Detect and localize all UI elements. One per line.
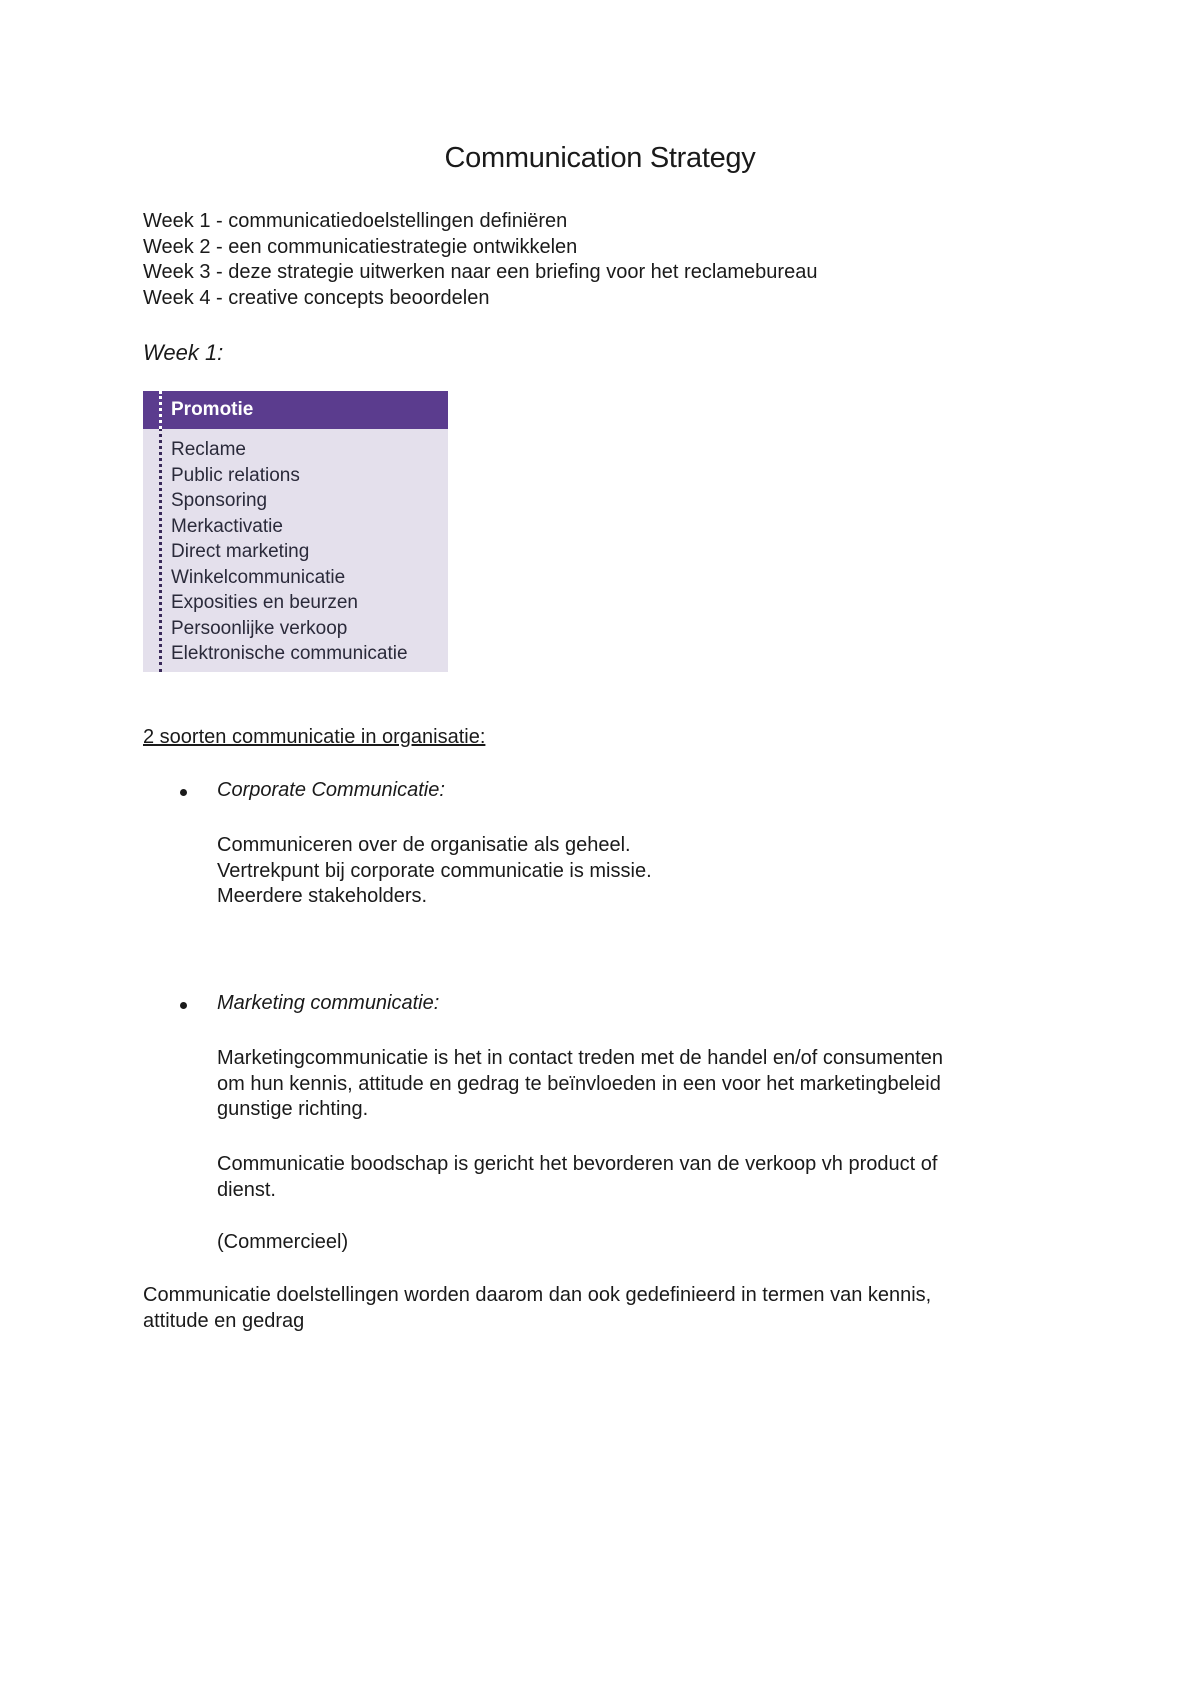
paragraph-line: (Commercieel) (217, 1231, 349, 1253)
closing-paragraph (143, 1283, 931, 1334)
week-line: Week 2 - een communicatiestrategie ontwikkelen (143, 235, 578, 258)
promotie-list (171, 437, 408, 667)
paragraph-line: Meerdere stakeholders. (217, 885, 428, 907)
paragraph-line: dienst. (217, 1178, 276, 1201)
paragraph-line: om hun kennis, attitude en gedrag te beïnvloeden in een voor het marketingbeleid (217, 1072, 941, 1095)
week-line: Week 3 - deze strategie uitwerken naar een briefing voor het reclamebureau (143, 261, 818, 283)
promotie-item: Sponsoring (171, 490, 268, 511)
paragraph-line: Communicatie doelstellingen worden daarom dan ook gedefinieerd in termen van kennis, (143, 1284, 932, 1306)
promotie-item: Exposities en beurzen (171, 592, 358, 613)
bullet-label-corporate: Corporate Communicatie: (217, 779, 445, 801)
week-line: Week 1 - communicatiedoelstellingen definiëren (143, 210, 568, 232)
paragraph-line: Marketingcommunicatie is het in contact treden met de handel en/of consumenten (217, 1047, 943, 1069)
promotie-item: Winkelcommunicatie (171, 566, 346, 588)
promotie-item: Reclame (171, 439, 246, 460)
paragraph-line: gunstige richting. (217, 1098, 369, 1120)
promotie-item: Elektronische communicatie (171, 643, 408, 664)
bullet-label-marketing: Marketing communicatie: (217, 992, 440, 1014)
promotie-item: Public relations (171, 464, 300, 486)
promotie-header (143, 391, 448, 429)
paragraph-line: Communiceren over de organisatie als geheel. (217, 834, 631, 856)
week-list (143, 209, 817, 311)
week-heading: Week 1: (143, 340, 224, 365)
week-line: Week 4 - creative concepts beoordelen (143, 286, 490, 309)
promotie-item: Merkactivatie (171, 515, 283, 537)
promotie-figure (143, 391, 448, 672)
bullet-icon (180, 789, 187, 796)
marketing-paragraph-3 (217, 1230, 1037, 1256)
marketing-paragraph-2 (217, 1152, 1037, 1203)
dotted-line-header (159, 391, 162, 429)
marketing-paragraph-1 (217, 1046, 1037, 1123)
paragraph-line: Vertrekpunt bij corporate communicatie is missie. (217, 859, 652, 882)
corporate-paragraph (217, 833, 1037, 910)
bullet-icon (180, 1002, 187, 1009)
promotie-title: Promotie (171, 399, 254, 420)
section-heading: 2 soorten communicatie in organisatie: (143, 726, 486, 748)
paragraph-line: attitude en gedrag (143, 1309, 305, 1332)
dotted-line (159, 391, 162, 672)
promotie-item: Direct marketing (171, 541, 310, 562)
paragraph-line: Communicatie boodschap is gericht het bevorderen van de verkoop vh product of (217, 1153, 938, 1175)
document-title: Communication Strategy (444, 142, 756, 174)
promotie-item: Persoonlijke verkoop (171, 617, 348, 639)
